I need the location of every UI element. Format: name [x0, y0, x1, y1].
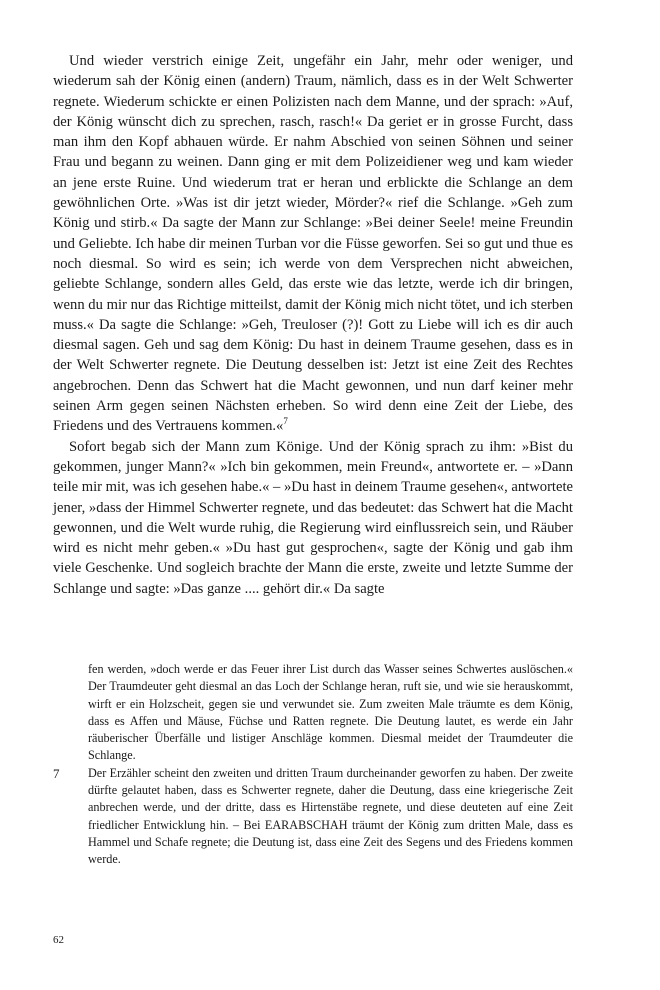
footnote-number: 7	[53, 765, 60, 781]
footnote-continuation: fen werden, »doch werde er das Feuer ihrer List durch das Wasser seines Schwertes auslöschen.« Der Traumdeuter geht diesmal an das Loch der Schlange heran, ruft sie, und wie sie herauskommt, wirft er ein Holzscheit, gegen sie und verwundet sie. Zum zweiten Male träumte es dem König, dass es Affen und Mäuse, Füchse und Ratten regnete. Die Deutung lautet, es werde ein Jahr räuberischer Überfälle und listiger Anschläge kommen. Diesmal meidet der Traumdeuter die Schlange.	[88, 662, 573, 763]
footnotes	[53, 661, 573, 869]
main-text	[53, 51, 573, 599]
paragraph-text: Und wieder verstrich einige Zeit, ungefähr ein Jahr, mehr oder weniger, und wiederum sah der König einen (andern) Traum, nämlich, dass es in der Welt Schwerter regnete. Wiederum schickte er einen Polizisten nach dem Manne, und der sprach: »Auf, der König wünscht dich zu sprechen, rasch, rasch!« Da geriet er in grosse Furcht, dass man ihm den Kopf abhauen würde. Er nahm Abschied von seinen Söhnen und seiner Frau und begann zu weinen. Dann ging er mit dem Polizeidiener weg und kam wieder an jene erste Ruine. Und wiederum trat er heran und erblickte die Schlange an dem gewöhnlichen Orte. »Was ist dir jetzt wieder, Mörder?« rief die Schlange. »Geh zum König und stirb.« Da sagte der Mann zur Schlange: »Bei deiner Seele! meine Freundin und Geliebte. Ich habe dir meinen Turban vor die Füsse geworfen. Sei so gut und thue es noch diesmal. So wird es sein; ich werde von dem Versprechen nicht abweichen, geliebte Schlange, sondern alles Geld, das erste wie das letzte, werde ich dir bringen, wenn du mir nur das Richtige mitteilst, damit der König mich nicht tötet, und ich sterben muss.« Da sagte die Schlange: »Geh, Treuloser (?)! Gott zu Liebe will ich es dir auch diesmal sagen. Geh und sag dem König: Du hast in deinem Traume gesehen, dass es in der Welt Schwerter regnete. Die Deutung desselben ist: Jetzt ist eine Zeit des Rechtes angebrochen. Denn das Schwert hat die Macht gewonnen, und nun darf keiner mehr seinen Arm gegen seinen Nächsten erheben. So wird denn eine Zeit der Liebe, des Friedens und des Vertrauens kommen.«	[53, 53, 573, 435]
paragraph	[53, 437, 573, 599]
paragraph	[53, 51, 573, 437]
footnote-reference[interactable]: 7	[283, 416, 288, 427]
paragraph-text: Sofort begab sich der Mann zum Könige. Und der König sprach zu ihm: »Bist du gekommen, junger Mann?« »Ich bin gekommen, mein Freund«, antwortete er. – »Dann teile mir mit, was ich gesehen habe.« – »Du hast in deinem Traume gesehen«, antwortete jener, »dass der Himmel Schwerter regnete, und das bedeutet: das Schwert hat die Macht gewonnen, und die Welt wurde ruhig, die Regierung wird einflussreich sein, und Räuber wird es nicht mehr geben.« »Du hast gut gesprochen«, sagte der König und gab ihm viele Geschenke. Und sogleich brachte der Mann die erste, zweite und letzte Summe der Schlange und sagte: »Das ganze .... gehört dir.« Da sagte	[53, 438, 573, 597]
page-number: 62	[53, 934, 64, 946]
footnote	[53, 765, 573, 869]
footnote-text: Der Erzähler scheint den zweiten und dritten Traum durcheinander geworfen zu haben. Der zweite dürfte gelautet haben, dass es Schwerter regnete, daher die Deutung, dass eine kriegerische Zeit anbrechen werde, und der dritte, dass es Hirtenstäbe regnete, und diese deuteten auf eine Zeit friedlicher Entwicklung hin. – Bei EARABSCHAH träumt der König zum dritten Male, dass es Hammel und Schafe regnete; die Deutung ist, dass eine Zeit des Segens und des Friedens kommen werde.	[88, 765, 573, 867]
